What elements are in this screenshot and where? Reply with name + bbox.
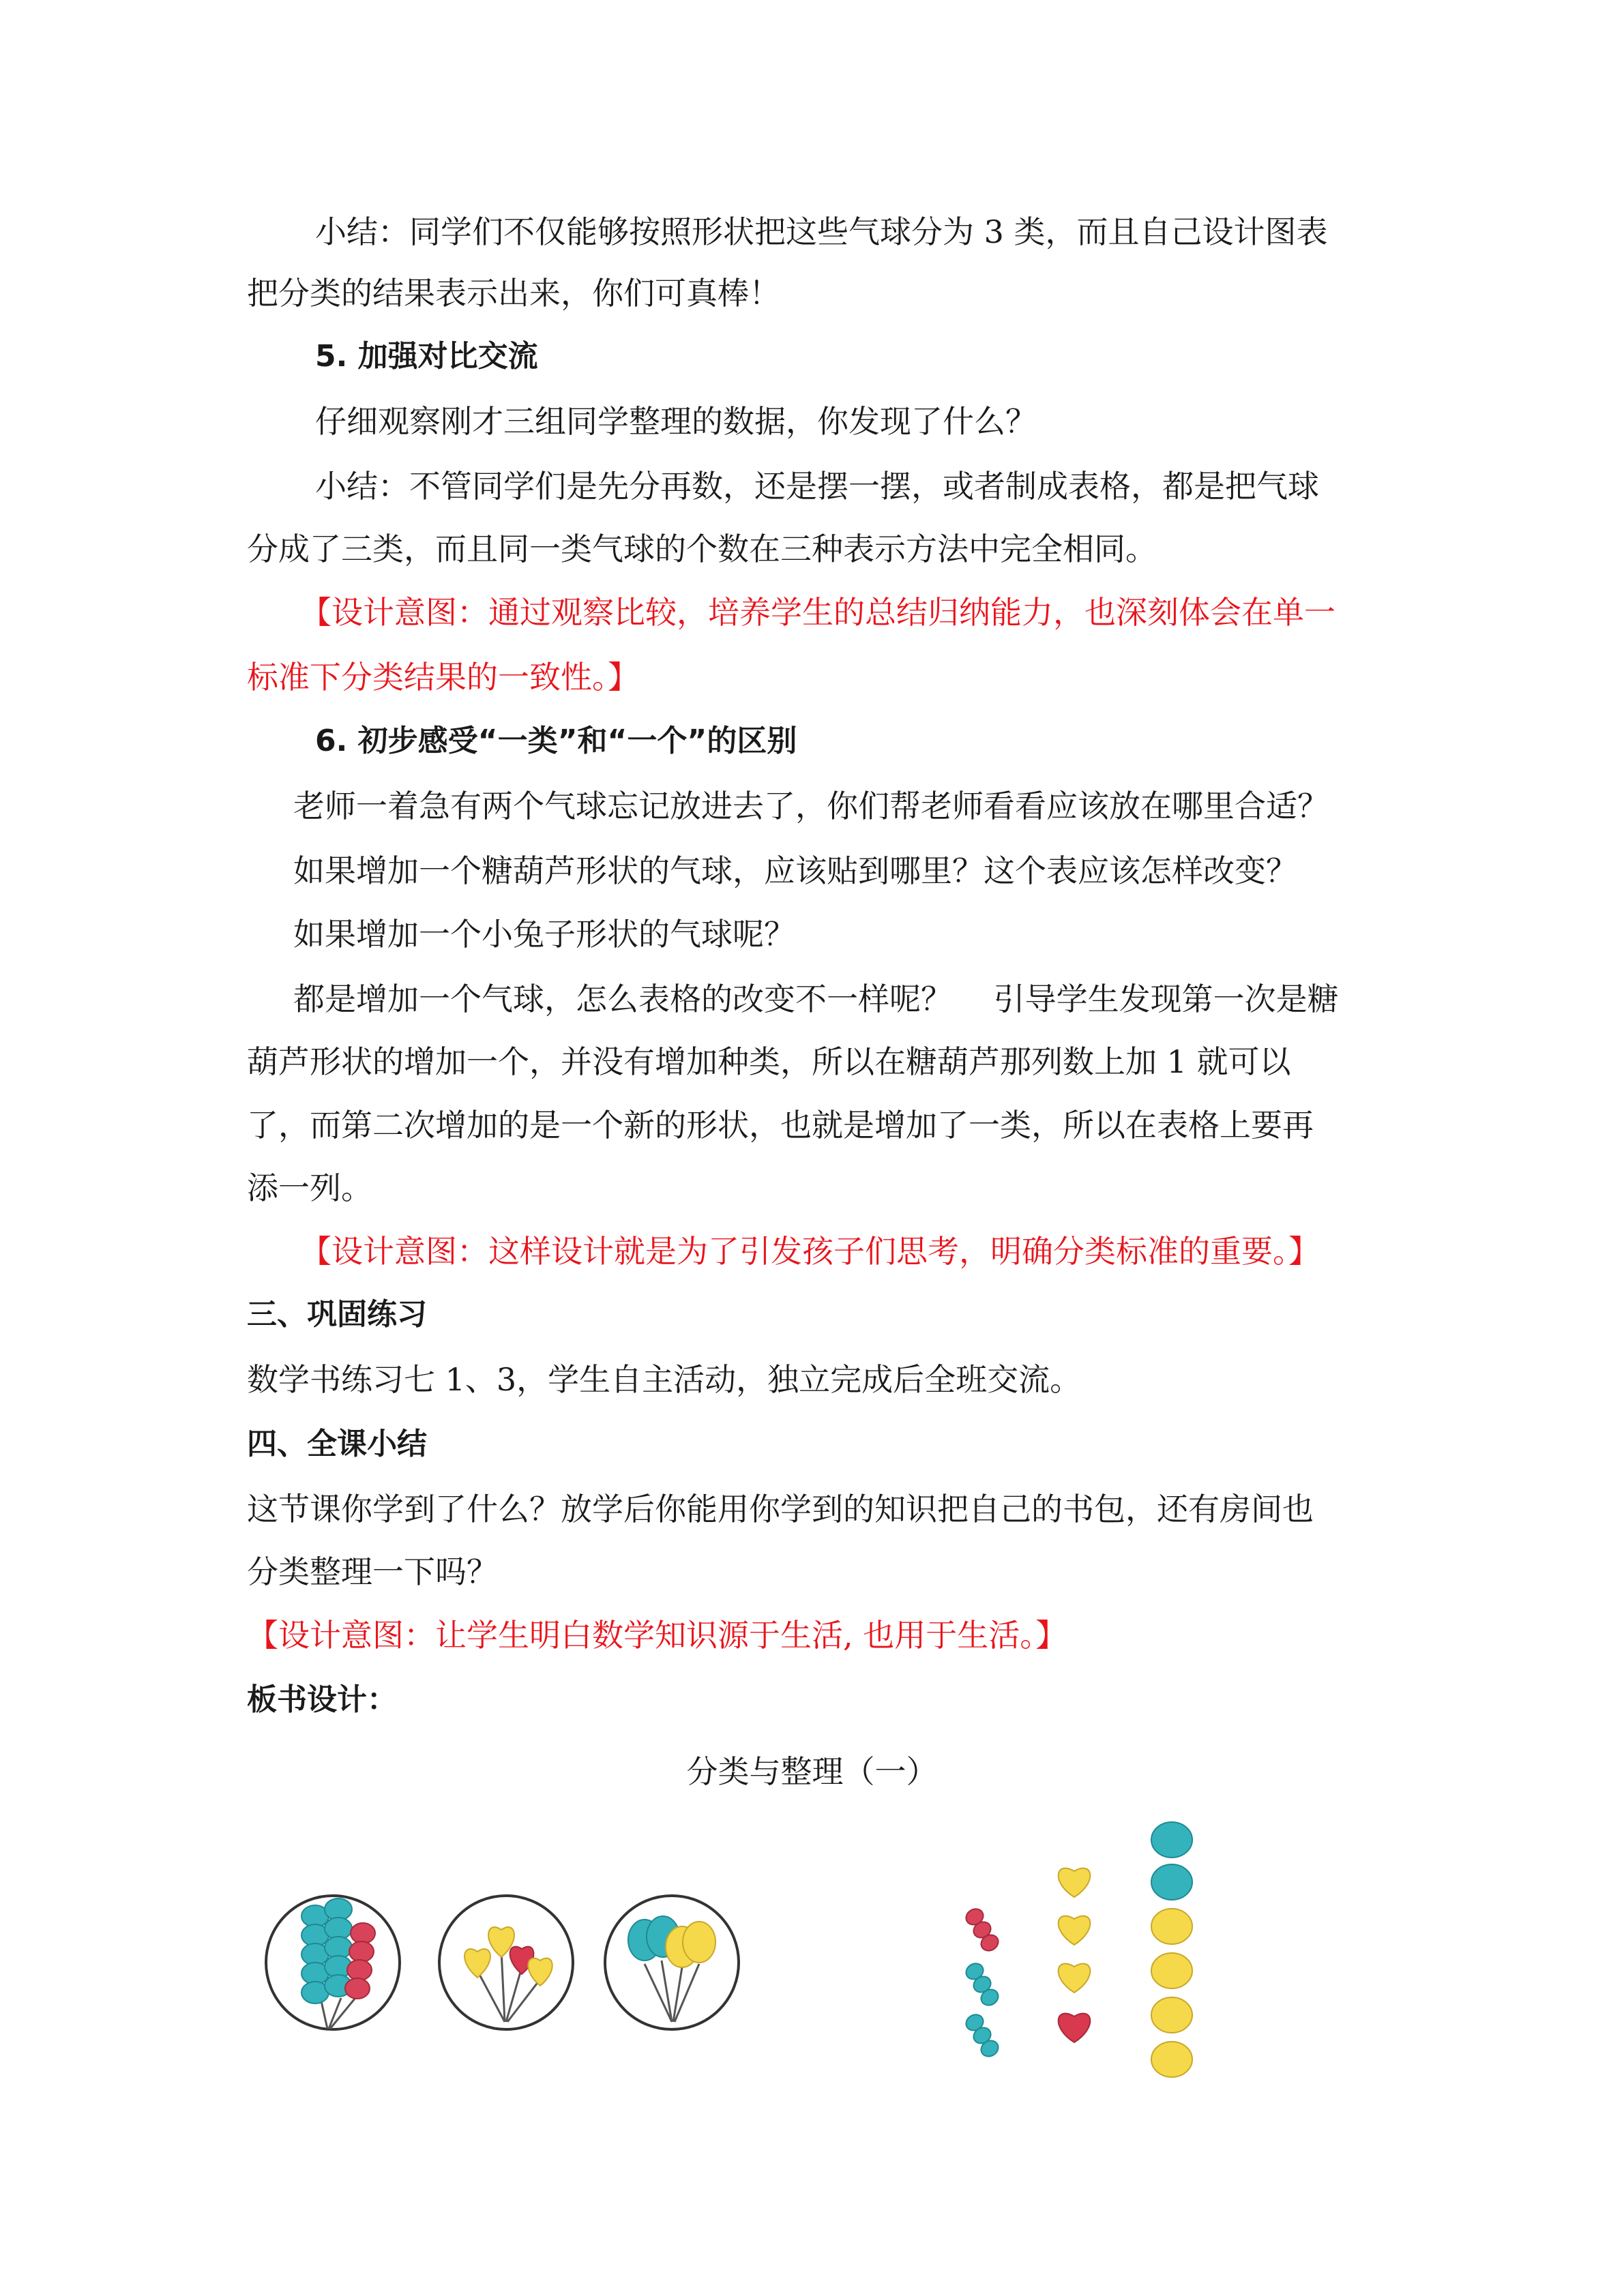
- board-title: 分类与整理（一）: [686, 1753, 938, 1790]
- paragraph-summary-line-1: 这节课你学到了什么？放学后你能用你学到的知识把自己的书包，还有房间也: [247, 1491, 1314, 1527]
- paragraph-compare-line-2: 葫芦形状的增加一个，并没有增加种类，所以在糖葫芦那列数上加 1 就可以: [247, 1043, 1291, 1080]
- summary-line-1: 小结：同学们不仅能够按照形状把这些气球分为 3 类，而且自己设计图表: [315, 213, 1328, 250]
- section-heading-4: 四、全课小结: [247, 1427, 427, 1461]
- paragraph-candied-haws: 如果增加一个糖葫芦形状的气球，应该贴到哪里？这个表应该怎样改变？: [293, 852, 1297, 889]
- board-design-heading: 板书设计：: [247, 1682, 397, 1717]
- paragraph-compare-line-4: 添一列。: [247, 1169, 372, 1206]
- design-intent-2: 【设计意图：这样设计就是为了引发孩子们思考，明确分类标准的重要。】: [300, 1233, 1320, 1270]
- section-heading-6: 6. 初步感受“一类”和“一个”的区别: [315, 724, 797, 758]
- paragraph-teacher: 老师一着急有两个气球忘记放进去了，你们帮老师看看应该放在哪里合适？: [293, 788, 1329, 824]
- design-intent-1-line-2: 标准下分类结果的一致性。】: [247, 659, 639, 696]
- paragraph-practice: 数学书练习七 1、3，学生自主活动，独立完成后全班交流。: [247, 1361, 1082, 1398]
- section-heading-5: 5. 加强对比交流: [315, 339, 538, 374]
- paragraph-compare-line-1: 都是增加一个气球，怎么表格的改变不一样呢？ 引导学生发现第一次是糖: [293, 981, 1339, 1017]
- paragraph-summary-line-2: 分类整理一下吗？: [247, 1553, 498, 1590]
- summary2-line-1: 小结：不管同学们是先分再数，还是摆一摆，或者制成表格，都是把气球: [315, 468, 1319, 505]
- design-intent-1-line-1: 【设计意图：通过观察比较，培养学生的总结归纳能力，也深刻体会在单一: [300, 594, 1335, 631]
- paragraph-observe: 仔细观察刚才三组同学整理的数据，你发现了什么？: [315, 403, 1037, 440]
- circle-group-candied-haws: [266, 1896, 400, 2029]
- summary2-line-2: 分成了三类，而且同一类气球的个数在三种表示方法中完全相同。: [247, 531, 1157, 567]
- column-candied-haws: [963, 1906, 1001, 2059]
- column-round-balloons: [1151, 1822, 1192, 2077]
- column-hearts: [1059, 1868, 1091, 2042]
- section-heading-3: 三、巩固练习: [247, 1297, 427, 1332]
- circle-group-hearts: [439, 1896, 573, 2029]
- paragraph-compare-line-3: 了，而第二次增加的是一个新的形状，也就是增加了一类，所以在表格上要再: [247, 1107, 1314, 1144]
- paragraph-rabbit: 如果增加一个小兔子形状的气球呢？: [293, 916, 795, 953]
- design-intent-3: 【设计意图：让学生明白数学知识源于生活, 也用于生活。】: [247, 1617, 1067, 1654]
- summary-line-2: 把分类的结果表示出来，你们可真棒！: [247, 275, 780, 312]
- circle-group-round-balloons: [605, 1896, 739, 2029]
